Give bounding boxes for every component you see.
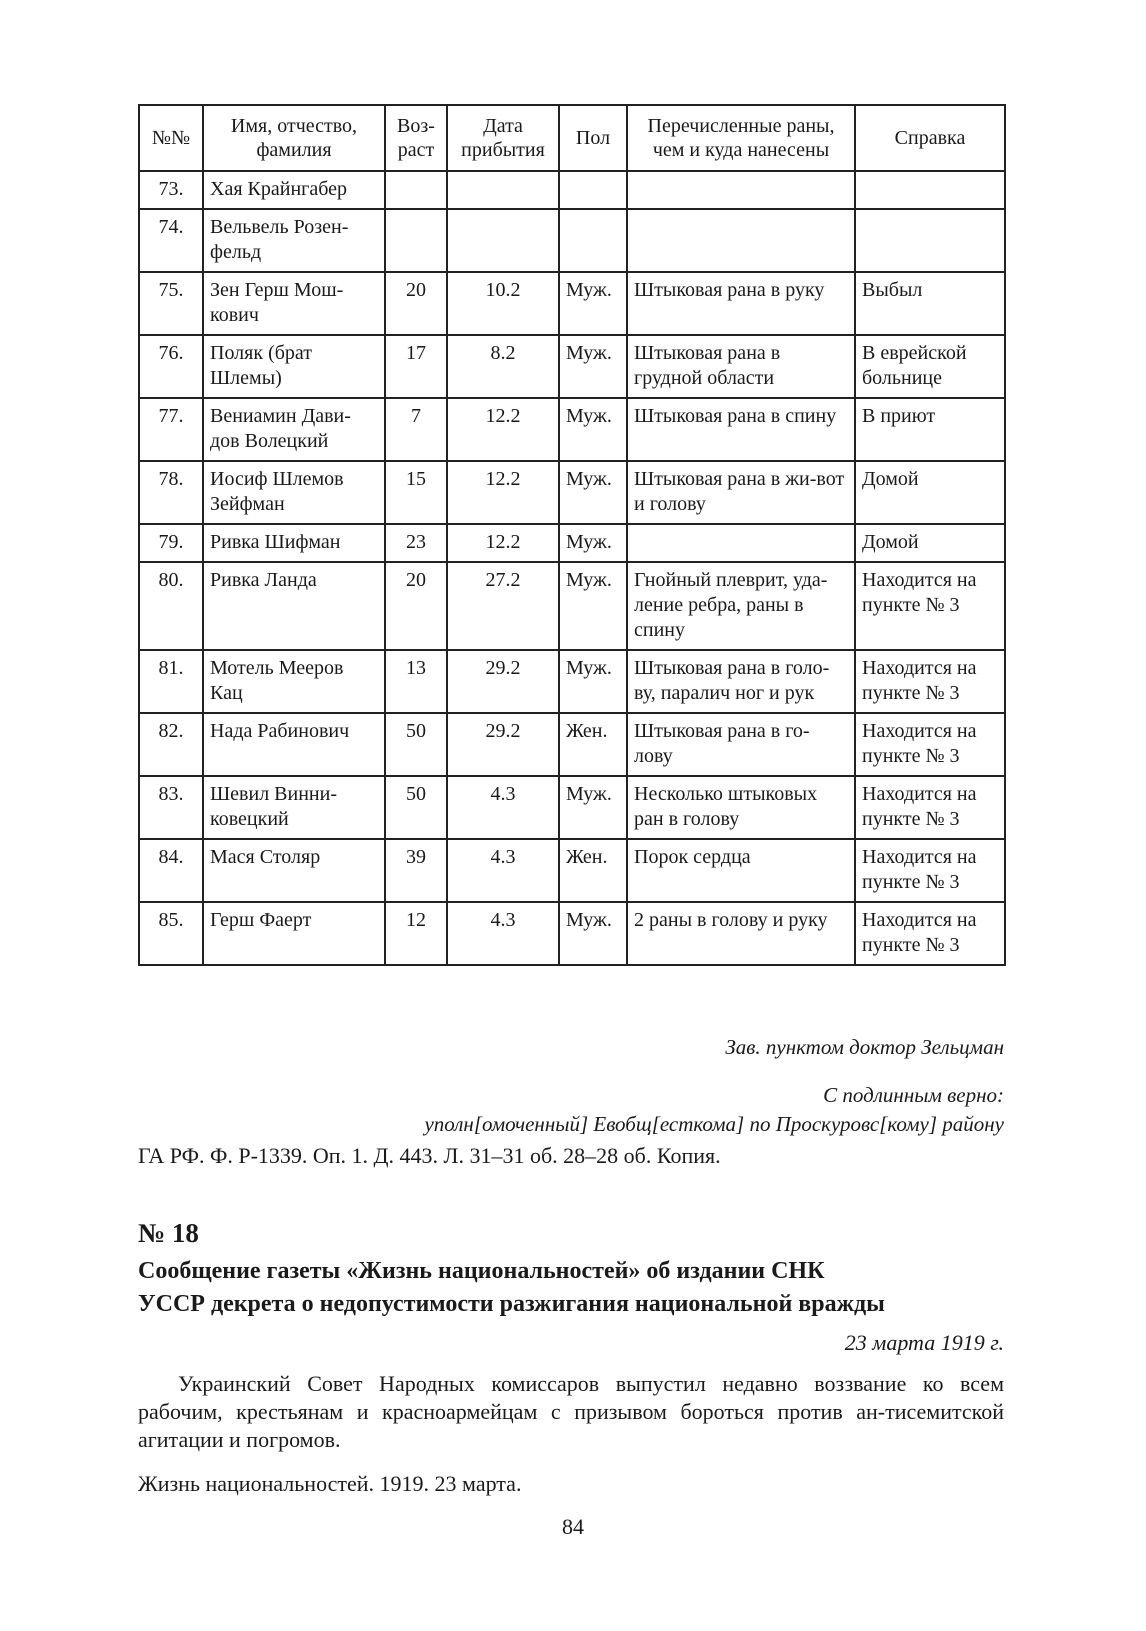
- table-row: [139, 209, 1005, 272]
- document-number: № 18: [138, 1218, 199, 1248]
- cell-sex: Муж.: [559, 776, 627, 839]
- table-row: [139, 902, 1005, 965]
- signature-head-of-station: Зав. пунктом доктор Зельцман: [725, 1035, 1004, 1059]
- header-name: Имя, отчество, фамилия: [203, 105, 385, 171]
- cell-name: Ривка Ланда: [203, 562, 385, 650]
- table-row: [139, 562, 1005, 650]
- table-row: [139, 650, 1005, 713]
- cell-number: 77.: [139, 398, 203, 461]
- cell-note: [855, 171, 1005, 209]
- cell-age: [385, 171, 447, 209]
- cell-number: 85.: [139, 902, 203, 965]
- cell-sex: Муж.: [559, 335, 627, 398]
- document-title-line1: Сообщение газеты «Жизнь национальностей» об издании СНК: [138, 1258, 825, 1284]
- cell-age: 12: [385, 902, 447, 965]
- table-row: [139, 461, 1005, 524]
- cell-name: Зен Герш Мош-кович: [203, 272, 385, 335]
- document-body: Украинский Совет Народных комиссаров выпустил недавно воззвание ко всем рабочим, крестьянам и красноармейцам с призывом бороться против ан-тисемитской агитации и погромов.: [138, 1371, 1004, 1452]
- header-wounds: Перечисленные раны, чем и куда нанесены: [627, 105, 855, 171]
- cell-note: В приют: [855, 398, 1005, 461]
- cell-arrival-date: [447, 209, 559, 272]
- cell-wounds: Штыковая рана в руку: [627, 272, 855, 335]
- signature-certified: С подлинным верно:: [823, 1083, 1004, 1107]
- cell-sex: Муж.: [559, 650, 627, 713]
- cell-note: Находится на пункте № 3: [855, 650, 1005, 713]
- cell-sex: Жен.: [559, 839, 627, 902]
- cell-note: Находится на пункте № 3: [855, 839, 1005, 902]
- table-row: [139, 524, 1005, 562]
- cell-age: 23: [385, 524, 447, 562]
- cell-number: 78.: [139, 461, 203, 524]
- cell-arrival-date: 12.2: [447, 524, 559, 562]
- cell-name: Герш Фаерт: [203, 902, 385, 965]
- cell-arrival-date: 4.3: [447, 776, 559, 839]
- cell-name: Шевил Винни-ковецкий: [203, 776, 385, 839]
- cell-wounds: Гнойный плеврит, уда-ление ребра, раны в спину: [627, 562, 855, 650]
- header-number: №№: [139, 105, 203, 171]
- cell-number: 75.: [139, 272, 203, 335]
- cell-sex: Муж.: [559, 524, 627, 562]
- cell-wounds: 2 раны в голову и руку: [627, 902, 855, 965]
- table-row: [139, 776, 1005, 839]
- cell-note: Находится на пункте № 3: [855, 713, 1005, 776]
- cell-wounds: Штыковая рана в го-лову: [627, 713, 855, 776]
- cell-number: 80.: [139, 562, 203, 650]
- table-row: [139, 839, 1005, 902]
- table-row: [139, 272, 1005, 335]
- cell-arrival-date: 12.2: [447, 398, 559, 461]
- table-row: [139, 335, 1005, 398]
- cell-age: 7: [385, 398, 447, 461]
- cell-sex: Муж.: [559, 461, 627, 524]
- table-row: [139, 713, 1005, 776]
- cell-note: Выбыл: [855, 272, 1005, 335]
- cell-arrival-date: 10.2: [447, 272, 559, 335]
- archive-source: ГА РФ. Ф. Р-1339. Оп. 1. Д. 443. Л. 31–31 об. 28–28 об. Копия.: [138, 1143, 721, 1168]
- cell-arrival-date: 4.3: [447, 839, 559, 902]
- cell-note: Домой: [855, 524, 1005, 562]
- cell-number: 82.: [139, 713, 203, 776]
- cell-note: Находится на пункте № 3: [855, 902, 1005, 965]
- document-date: 23 марта 1919 г.: [844, 1330, 1004, 1355]
- cell-age: 39: [385, 839, 447, 902]
- cell-sex: Муж.: [559, 398, 627, 461]
- cell-arrival-date: [447, 171, 559, 209]
- cell-arrival-date: 27.2: [447, 562, 559, 650]
- cell-arrival-date: 29.2: [447, 713, 559, 776]
- cell-arrival-date: 12.2: [447, 461, 559, 524]
- cell-number: 83.: [139, 776, 203, 839]
- cell-age: 13: [385, 650, 447, 713]
- table-header-row: [139, 105, 1005, 171]
- cell-age: 50: [385, 713, 447, 776]
- cell-wounds: Штыковая рана в грудной области: [627, 335, 855, 398]
- cell-wounds: [627, 171, 855, 209]
- document-title: [138, 1255, 1008, 1321]
- cell-name: Вельвель Розен-фельд: [203, 209, 385, 272]
- cell-number: 76.: [139, 335, 203, 398]
- header-note: Справка: [855, 105, 1005, 171]
- page-number: 84: [562, 1514, 584, 1539]
- cell-wounds: Порок сердца: [627, 839, 855, 902]
- cell-wounds: Штыковая рана в жи-вот и голову: [627, 461, 855, 524]
- cell-wounds: Штыковая рана в голо-ву, паралич ног и рук: [627, 650, 855, 713]
- cell-wounds: Несколько штыковых ран в голову: [627, 776, 855, 839]
- cell-sex: Муж.: [559, 272, 627, 335]
- cell-age: 17: [385, 335, 447, 398]
- cell-note: Находится на пункте № 3: [855, 562, 1005, 650]
- cell-note: Находится на пункте № 3: [855, 776, 1005, 839]
- header-age: Воз-раст: [385, 105, 447, 171]
- cell-sex: Жен.: [559, 713, 627, 776]
- cell-wounds: [627, 209, 855, 272]
- cell-age: 20: [385, 562, 447, 650]
- cell-arrival-date: 4.3: [447, 902, 559, 965]
- cell-number: 84.: [139, 839, 203, 902]
- cell-name: Вениамин Дави-дов Волецкий: [203, 398, 385, 461]
- cell-sex: [559, 171, 627, 209]
- cell-sex: Муж.: [559, 902, 627, 965]
- cell-name: Хая Крайнгабер: [203, 171, 385, 209]
- cell-number: 79.: [139, 524, 203, 562]
- cell-name: Поляк (брат Шлемы): [203, 335, 385, 398]
- cell-note: [855, 209, 1005, 272]
- cell-name: Мася Столяр: [203, 839, 385, 902]
- document-title-line2: УССР декрета о недопустимости разжигания национальной вражды: [138, 1291, 885, 1317]
- header-arrival-date: Дата прибытия: [447, 105, 559, 171]
- cell-note: В еврейской больнице: [855, 335, 1005, 398]
- cell-arrival-date: 29.2: [447, 650, 559, 713]
- cell-age: 50: [385, 776, 447, 839]
- cell-name: Мотель Мееров Кац: [203, 650, 385, 713]
- cell-name: Нада Рабинович: [203, 713, 385, 776]
- cell-number: 81.: [139, 650, 203, 713]
- cell-name: Ривка Шифман: [203, 524, 385, 562]
- document-citation: Жизнь национальностей. 1919. 23 марта.: [138, 1471, 522, 1496]
- cell-sex: Муж.: [559, 562, 627, 650]
- casualty-table: [138, 104, 1006, 966]
- cell-number: 74.: [139, 209, 203, 272]
- cell-note: Домой: [855, 461, 1005, 524]
- table-row: [139, 398, 1005, 461]
- cell-number: 73.: [139, 171, 203, 209]
- cell-sex: [559, 209, 627, 272]
- cell-wounds: Штыковая рана в спину: [627, 398, 855, 461]
- table-row: [139, 171, 1005, 209]
- table-body: [139, 171, 1005, 965]
- header-sex: Пол: [559, 105, 627, 171]
- cell-name: Иосиф Шлемов Зейфман: [203, 461, 385, 524]
- cell-wounds: [627, 524, 855, 562]
- cell-age: 20: [385, 272, 447, 335]
- cell-age: [385, 209, 447, 272]
- cell-arrival-date: 8.2: [447, 335, 559, 398]
- cell-age: 15: [385, 461, 447, 524]
- signature-representative: уполн[омоченный] Евобщ[есткома] по Проскуровс[кому] району: [424, 1112, 1004, 1136]
